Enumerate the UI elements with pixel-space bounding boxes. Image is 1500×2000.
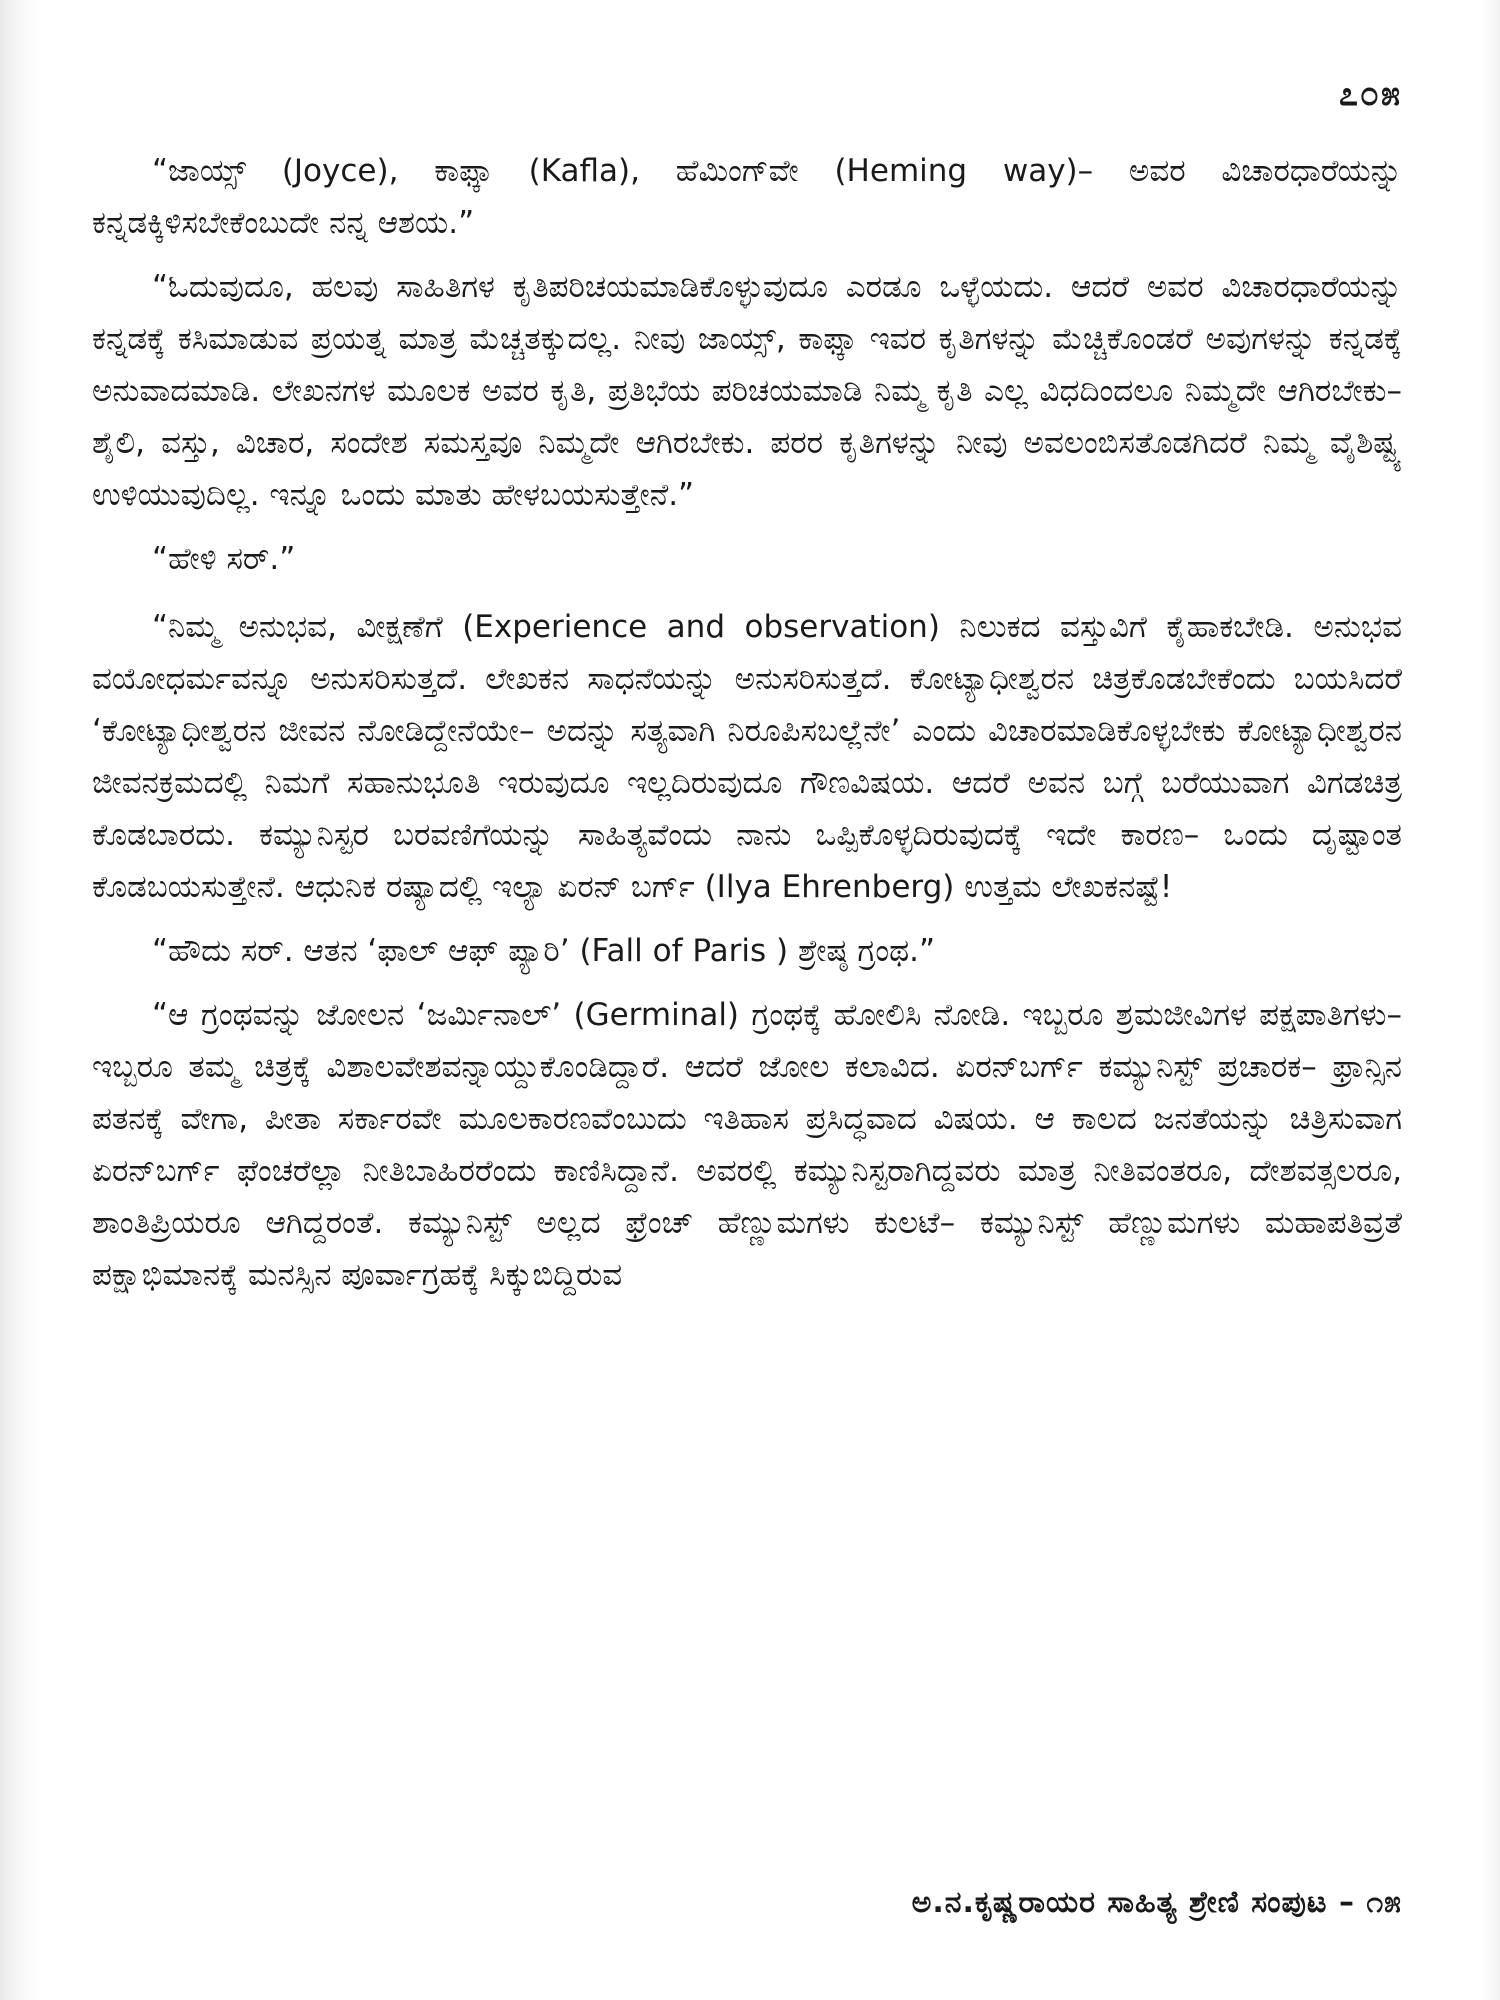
paragraph: “ಹೇಳಿ ಸರ್.” <box>152 541 296 577</box>
running-footer: ಅ.ನ.ಕೃಷ್ಣರಾಯರ ಸಾಹಿತ್ಯ ಶ್ರೇಣಿ ಸಂಪುಟ – ೧೫ <box>911 1885 1402 1920</box>
paragraph: “ಓದುವುದೂ, ಹಲವು ಸಾಹಿತಿಗಳ ಕೃತಿಪರಿಚಯಮಾಡಿಕೊಳ್ಳುವುದೂ ಎರಡೂ ಒಳ್ಳೆಯದು. ಆದರೆ ಅವರ ವಿಚಾರಧಾರೆಯನ್ನು ಕನ್ನಡಕ್ಕೆ ಕಸಿಮಾಡುವ ಪ್ರಯತ್ನ ಮಾತ್ರ ಮೆಚ್ಚತಕ್ಕುದಲ್ಲ. ನೀವು ಜಾಯ್ಸ್, ಕಾಫ್ಕಾ ಇವರ ಕೃತಿಗಳನ್ನು ಮೆಚ್ಚಿಕೊಂಡರೆ ಅವುಗಳನ್ನು ಕನ್ನಡಕ್ಕೆ ಅನುವಾದಮಾಡಿ. ಲೇಖನಗಳ ಮೂಲಕ ಅವರ ಕೃತಿ, ಪ್ರತಿಭೆಯ ಪರಿಚಯಮಾಡಿ ನಿಮ್ಮ ಕೃತಿ ಎಲ್ಲ ವಿಧದಿಂದಲೂ ನಿಮ್ಮದೇ ಆಗಿರಬೇಕು– ಶೈಲಿ, ವಸ್ತು, ವಿಚಾರ, ಸಂದೇಶ ಸಮಸ್ತವೂ ನಿಮ್ಮದೇ ಆಗಿರಬೇಕು. ಪರರ ಕೃತಿಗಳನ್ನು ನೀವು ಅವಲಂಬಿಸತೊಡಗಿದರೆ ನಿಮ್ಮ ವೈಶಿಷ್ಟ್ಯ ಉಳಿಯುವುದಿಲ್ಲ. ಇನ್ನೂ ಒಂದು ಮಾತು ಹೇಳಬಯಸುತ್ತೇನೆ.” <box>92 269 1402 513</box>
paragraph: “ಆ ಗ್ರಂಥವನ್ನು ಜೋಲನ ‘ಜರ್ಮಿನಾಲ್’ (Germinal) ಗ್ರಂಥಕ್ಕೆ ಹೋಲಿಸಿ ನೋಡಿ. ಇಬ್ಬರೂ ಶ್ರಮಜೀವಿಗಳ ಪಕ್ಷಪಾತಿಗಳು– ಇಬ್ಬರೂ ತಮ್ಮ ಚಿತ್ರಕ್ಕೆ ವಿಶಾಲವೇಶವನ್ನಾಯ್ದುಕೊಂಡಿದ್ದಾರೆ. ಆದರೆ ಜೋಲ ಕಲಾವಿದ. ಏರನ್‌ಬರ್ಗ್ ಕಮ್ಯುನಿಸ್ಟ್ ಪ್ರಚಾರಕ– ಫ್ರಾನ್ಸಿನ ಪತನಕ್ಕೆ ವೇಗಾ, ಪೀತಾ ಸರ್ಕಾರವೇ ಮೂಲಕಾರಣವೆಂಬುದು ಇತಿಹಾಸ ಪ್ರಸಿದ್ಧವಾದ ವಿಷಯ. ಆ ಕಾಲದ ಜನತೆಯನ್ನು ಚಿತ್ರಿಸುವಾಗ ಏರನ್‌ಬರ್ಗ್ ಫೆಂಚರೆಲ್ಲಾ ನೀತಿಬಾಹಿರರೆಂದು ಕಾಣಿಸಿದ್ದಾನೆ. ಅವರಲ್ಲಿ ಕಮ್ಯುನಿಸ್ಟರಾಗಿದ್ದವರು ಮಾತ್ರ ನೀತಿವಂತರೂ, ದೇಶವತ್ಸಲರೂ, ಶಾಂತಿಪ್ರಿಯರೂ ಆಗಿದ್ದರಂತೆ. ಕಮ್ಯುನಿಸ್ಟ್ ಅಲ್ಲದ ಫ್ರೆಂಚ್ ಹೆಣ್ಣುಮಗಳು ಕುಲಟೆ– ಕಮ್ಯುನಿಸ್ಟ್ ಹೆಣ್ಣುಮಗಳು ಮಹಾಪತಿವ್ರತೆ ಪಕ್ಷಾಭಿಮಾನಕ್ಕೆ ಮನಸ್ಸಿನ ಪೂರ್ವಾಗ್ರಹಕ್ಕೆ ಸಿಕ್ಕುಬಿದ್ದಿರುವ <box>92 997 1402 1293</box>
paragraph: “ಜಾಯ್ಸ್ (Joyce), ಕಾಫ್ಕಾ (Kafla), ಹೆಮಿಂಗ್‌ವೇ (Heming way)– ಅವರ ವಿಚಾರಧಾರೆಯನ್ನು ಕನ್ನಡಕ್ಕಿಳಿಸಬೇಕೆಂಬುದೇ ನನ್ನ ಆಶಯ.” <box>92 153 1402 241</box>
page-number: ೭೦೫ <box>1338 74 1402 114</box>
body-text <box>92 145 1402 1313</box>
paragraph: “ನಿಮ್ಮ ಅನುಭವ, ವೀಕ್ಷಣೆಗೆ (Experience and observation) ನಿಲುಕದ ವಸ್ತುವಿಗೆ ಕೈಹಾಕಬೇಡಿ. ಅನುಭವ ವಯೋಧರ್ಮವನ್ನೂ ಅನುಸರಿಸುತ್ತದೆ. ಲೇಖಕನ ಸಾಧನೆಯನ್ನು ಅನುಸರಿಸುತ್ತದೆ. ಕೋಟ್ಯಾಧೀಶ್ವರನ ಚಿತ್ರಕೊಡಬೇಕೆಂದು ಬಯಸಿದರೆ ‘ಕೋಟ್ಯಾಧೀಶ್ವರನ ಜೀವನ ನೋಡಿದ್ದೇನೆಯೇ– ಅದನ್ನು ಸತ್ಯವಾಗಿ ನಿರೂಪಿಸಬಲ್ಲೆನೇ’ ಎಂದು ವಿಚಾರಮಾಡಿಕೊಳ್ಳಬೇಕು ಕೋಟ್ಯಾಧೀಶ್ವರನ ಜೀವನಕ್ರಮದಲ್ಲಿ ನಿಮಗೆ ಸಹಾನುಭೂತಿ ಇರುವುದೂ ಇಲ್ಲದಿರುವುದೂ ಗೌಣವಿಷಯ. ಆದರೆ ಅವನ ಬಗ್ಗೆ ಬರೆಯುವಾಗ ವಿಗಡಚಿತ್ರ ಕೊಡಬಾರದು. ಕಮ್ಯುನಿಸ್ಟರ ಬರವಣಿಗೆಯನ್ನು ಸಾಹಿತ್ಯವೆಂದು ನಾನು ಒಪ್ಪಿಕೊಳ್ಳದಿರುವುದಕ್ಕೆ ಇದೇ ಕಾರಣ– ಒಂದು ದೃಷ್ಟಾಂತ ಕೊಡಬಯಸುತ್ತೇನೆ. ಆಧುನಿಕ ರಷ್ಯಾದಲ್ಲಿ ಇಲ್ಯಾ ಏರನ್ ಬರ್ಗ್ (Ilya Ehrenberg) ಉತ್ತಮ ಲೇಖಕನಷ್ಟೆ! <box>92 609 1402 905</box>
paragraph: “ಹೌದು ಸರ್. ಆತನ ‘ಫಾಲ್ ಆಫ್ ಪ್ಯಾರಿ’ (Fall of Paris ) ಶ್ರೇಷ್ಠ ಗ್ರಂಥ.” <box>152 933 936 969</box>
